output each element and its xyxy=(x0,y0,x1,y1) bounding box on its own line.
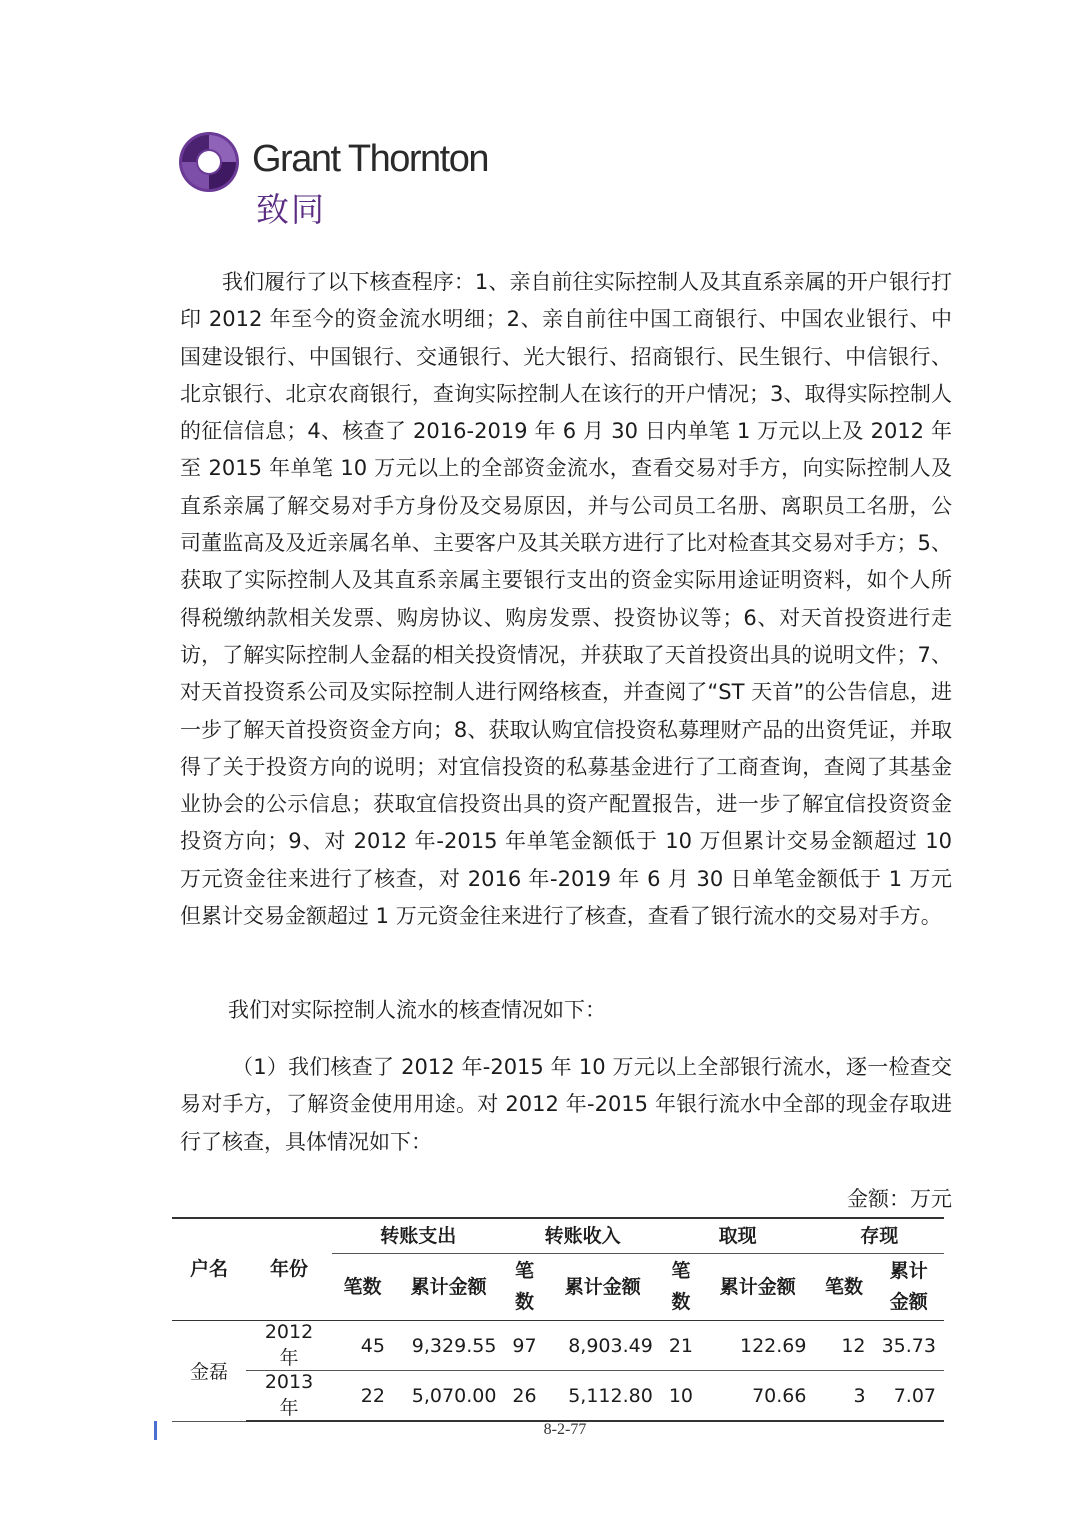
transfer-out-count: 45 xyxy=(332,1321,393,1371)
account-name: 金磊 xyxy=(172,1321,246,1422)
transfer-out-amount: 9,329.55 xyxy=(393,1321,504,1371)
cash-deposit-amount: 35.73 xyxy=(874,1321,944,1371)
header-transfer-out: 转账支出 xyxy=(332,1218,504,1254)
cash-withdrawal-count: 21 xyxy=(661,1321,701,1371)
grant-thornton-logo xyxy=(178,128,496,229)
cash-deposit-count: 3 xyxy=(814,1371,873,1422)
page-number: 8-2-77 xyxy=(543,1421,587,1438)
header-count: 笔数 xyxy=(332,1254,393,1321)
row-year: 2013 年 xyxy=(246,1371,332,1422)
transfer-in-amount: 5,112.80 xyxy=(545,1371,661,1422)
header-amount: 累计金额 xyxy=(701,1254,814,1321)
procedures-paragraph: 我们履行了以下核查程序：1、亲自前往实际控制人及其直系亲属的开户银行打印 2012 年至今的资金流水明细；2、亲自前往中国工商银行、中国农业银行、中国建设银行、中国银行、交通银行、光大银行、招商银行、民生银行、中信银行、北京银行、北京农商银行，查询实际控制人在该行的开户情况；3、取得实际控制人的征信信息；4、核查了 2016-2019 年 6 月 30 日内单笔 1 万元以上及 2012 年至 2015 年单笔 10 万元以上的全部资金流水，查看交易对手方，向实际控制人及直系亲属了解交易对手方身份及交易原因，并与公司员工名册、离职员工名册，公司董监高及及近亲属名单、主要客户及其关联方进行了比对检查其交易对手方；5、获取了实际控制人及其直系亲属主要银行支出的资金实际用途证明资料，如个人所得税缴纳款相关发票、购房协议、购房发票、投资协议等；6、对天首投资进行走访，了解实际控制人金磊的相关投资情况，并获取了天首投资出具的说明文件；7、对天首投资系公司及实际控制人进行网络核查，并查阅了“ST 天首”的公告信息，进一步了解天首投资资金方向；8、获取认购宜信投资私募理财产品的出资凭证，并取得了关于投资方向的说明；对宜信投资的私募基金进行了工商查询，查阅了其基金业协会的公示信息；获取宜信投资出具的资产配置报告，进一步了解宜信投资资金投资方向；9、对 2012 年-2015 年单笔金额低于 10 万但累计交易金额超过 10 万元资金往来进行了核查，对 2016 年-2019 年 6 月 30 日单笔金额低于 1 万元但累计交易金额超过 1 万元资金往来进行了核查，查看了银行流水的交易对手方。 xyxy=(180,270,952,929)
cash-deposit-count: 12 xyxy=(814,1321,873,1371)
item-1-paragraph: （1）我们核查了 2012 年-2015 年 10 万元以上全部银行流水，逐一检查交易对手方，了解资金使用用途。对 2012 年-2015 年银行流水中全部的现金存取进行了核查，具体情况如下： xyxy=(180,1055,952,1154)
left-margin-marker xyxy=(154,1421,157,1440)
header-amount: 累计金额 xyxy=(393,1254,504,1321)
cash-deposit-amount: 7.07 xyxy=(874,1371,944,1422)
unit-label: 金额：万元 xyxy=(847,1187,952,1211)
header-year: 年份 xyxy=(246,1218,332,1321)
table-row xyxy=(172,1321,944,1371)
header-cash-withdrawal: 取现 xyxy=(661,1218,815,1254)
header-count: 笔数 xyxy=(504,1254,544,1321)
table-row xyxy=(172,1371,944,1422)
transfer-in-count: 97 xyxy=(504,1321,544,1371)
cash-withdrawal-amount: 122.69 xyxy=(701,1321,814,1371)
cash-withdrawal-amount: 70.66 xyxy=(701,1371,814,1422)
transfer-out-count: 22 xyxy=(332,1371,393,1422)
cash-withdrawal-count: 10 xyxy=(661,1371,701,1422)
header-transfer-in: 转账收入 xyxy=(504,1218,660,1254)
header-count: 笔数 xyxy=(661,1254,701,1321)
transfer-in-amount: 8,903.49 xyxy=(545,1321,661,1371)
header-count: 笔数 xyxy=(814,1254,873,1321)
logo-name: Grant Thornton xyxy=(252,138,489,180)
logo-chinese-name: 致同 xyxy=(256,190,326,229)
findings-intro-paragraph: 我们对实际控制人流水的核查情况如下： xyxy=(228,998,606,1022)
header-amount: 累计金额 xyxy=(874,1254,944,1321)
transfer-out-amount: 5,070.00 xyxy=(393,1371,504,1422)
grant-thornton-swirl-icon xyxy=(178,131,240,193)
row-year: 2012 年 xyxy=(246,1321,332,1371)
bank-flow-table xyxy=(172,1217,944,1422)
header-account: 户名 xyxy=(172,1218,246,1321)
header-cash-deposit: 存现 xyxy=(814,1218,944,1254)
header-amount: 累计金额 xyxy=(545,1254,661,1321)
transfer-in-count: 26 xyxy=(504,1371,544,1422)
